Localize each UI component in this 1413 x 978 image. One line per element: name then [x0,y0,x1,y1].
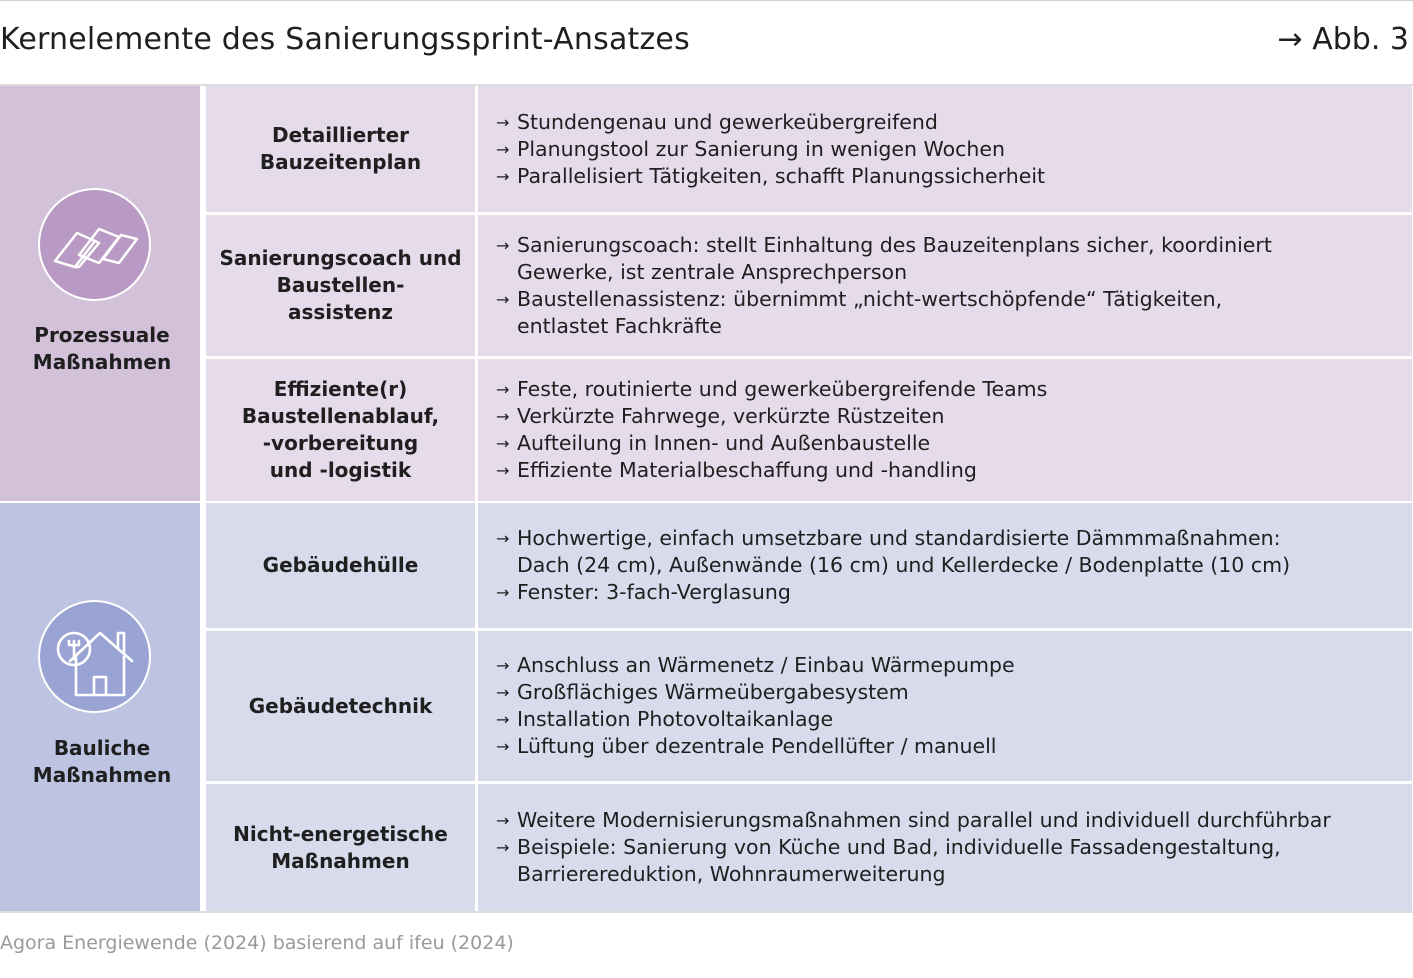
table-row [206,503,1412,628]
row-items [478,215,1412,356]
arrow-icon: → [496,166,510,186]
arrow-icon: → [496,434,510,453]
group-label: Bauliche Maßnahmen [32,736,172,787]
source-note: Agora Energiewende (2024) basierend auf ifeu (2024) [0,932,514,954]
list-item: → Sanierungscoach: stellt Einhaltung des Bauzeitenplans sicher, koordiniert Gewerke, ist zentrale Ansprechperson [496,232,1272,284]
top-rule [0,0,1413,1]
row-name: Effiziente(r) Baustellenablauf, -vorbereitung und -logistik [206,359,475,501]
list-item: → Hochwertige, einfach umsetzbare und standardisierte Dämmmaßnahmen: Dach (24 cm), Außenwände (16 cm) und Kellerdecke / Bodenplatte (10 cm) [496,526,1291,577]
arrow-icon: → [496,683,510,702]
row-name: Gebäudehülle [206,503,475,628]
list-item: → Effiziente Materialbeschaffung und -handling [496,458,977,482]
list-item: → Lüftung über dezentrale Pendellüfter / manuell [496,734,997,758]
table-row [206,784,1412,911]
arrow-icon: → [496,529,510,548]
list-item: → Aufteilung in Innen- und Außenbaustelle [496,431,931,455]
row-items [478,359,1412,501]
list-item: → Feste, routinierte und gewerkeübergreifende Teams [496,377,1048,401]
arrow-icon: → [496,235,510,255]
row-name: Sanierungscoach und Baustellen- assistenz [206,215,475,356]
arrow-icon: → [496,139,510,159]
group-prozessuale-massnahmen [0,86,200,501]
row-items [478,86,1412,212]
group-label: Prozessuale Maßnahmen [32,323,172,374]
arrow-icon: → [496,583,510,602]
arrow-icon: → [496,289,510,309]
table-row [206,215,1412,356]
row-items [478,503,1412,628]
house-wrench-icon [38,600,151,713]
footer-divider [0,911,1413,913]
row-name: Gebäudetechnik [206,631,475,781]
arrow-icon: → [496,737,510,756]
list-item: → Stundengenau und gewerkeübergreifend [496,109,938,134]
arrow-icon: → [496,838,510,857]
figure-reference: → Abb. 3 [1277,22,1409,57]
table-row [206,359,1412,501]
row-name: Detaillierter Bauzeitenplan [206,86,475,212]
list-item: → Parallelisiert Tätigkeiten, schafft Planungssicherheit [496,163,1046,188]
row-items [478,631,1412,781]
arrow-icon: → [496,112,510,132]
page-title: Kernelemente des Sanierungssprint-Ansatzes [0,22,690,57]
arrow-icon: → [496,461,510,480]
arrow-icon: → [496,380,510,399]
list-item: → Fenster: 3-fach-Verglasung [496,580,791,604]
arrow-icon: → [496,811,510,830]
list-item: → Baustellenassistenz: übernimmt „nicht-wertschöpfende“ Tätigkeiten, entlastet Fachkräfte [496,286,1223,338]
list-item: → Installation Photovoltaikanlage [496,707,834,731]
list-item: → Verkürzte Fahrwege, verkürzte Rüstzeiten [496,404,945,428]
arrow-icon: → [496,656,510,675]
table-row [206,86,1412,212]
list-item: → Anschluss an Wärmenetz / Einbau Wärmepumpe [496,653,1015,677]
list-item: → Weitere Modernisierungsmaßnahmen sind parallel und individuell durchführbar [496,808,1331,832]
table-row [206,631,1412,781]
row-items [478,784,1412,911]
arrow-icon: → [496,407,510,426]
arrow-icon: → [496,710,510,729]
list-item: → Planungstool zur Sanierung in wenigen Wochen [496,136,1006,161]
list-item: → Großflächiges Wärmeübergabesystem [496,680,909,704]
list-item: → Beispiele: Sanierung von Küche und Bad, individuelle Fassadengestaltung, Barrierereduktion, Wohnraumerweiterung [496,835,1281,886]
row-name: Nicht-energetische Maßnahmen [206,784,475,911]
group-bauliche-massnahmen [0,503,200,911]
plan-sheets-icon [38,188,151,301]
